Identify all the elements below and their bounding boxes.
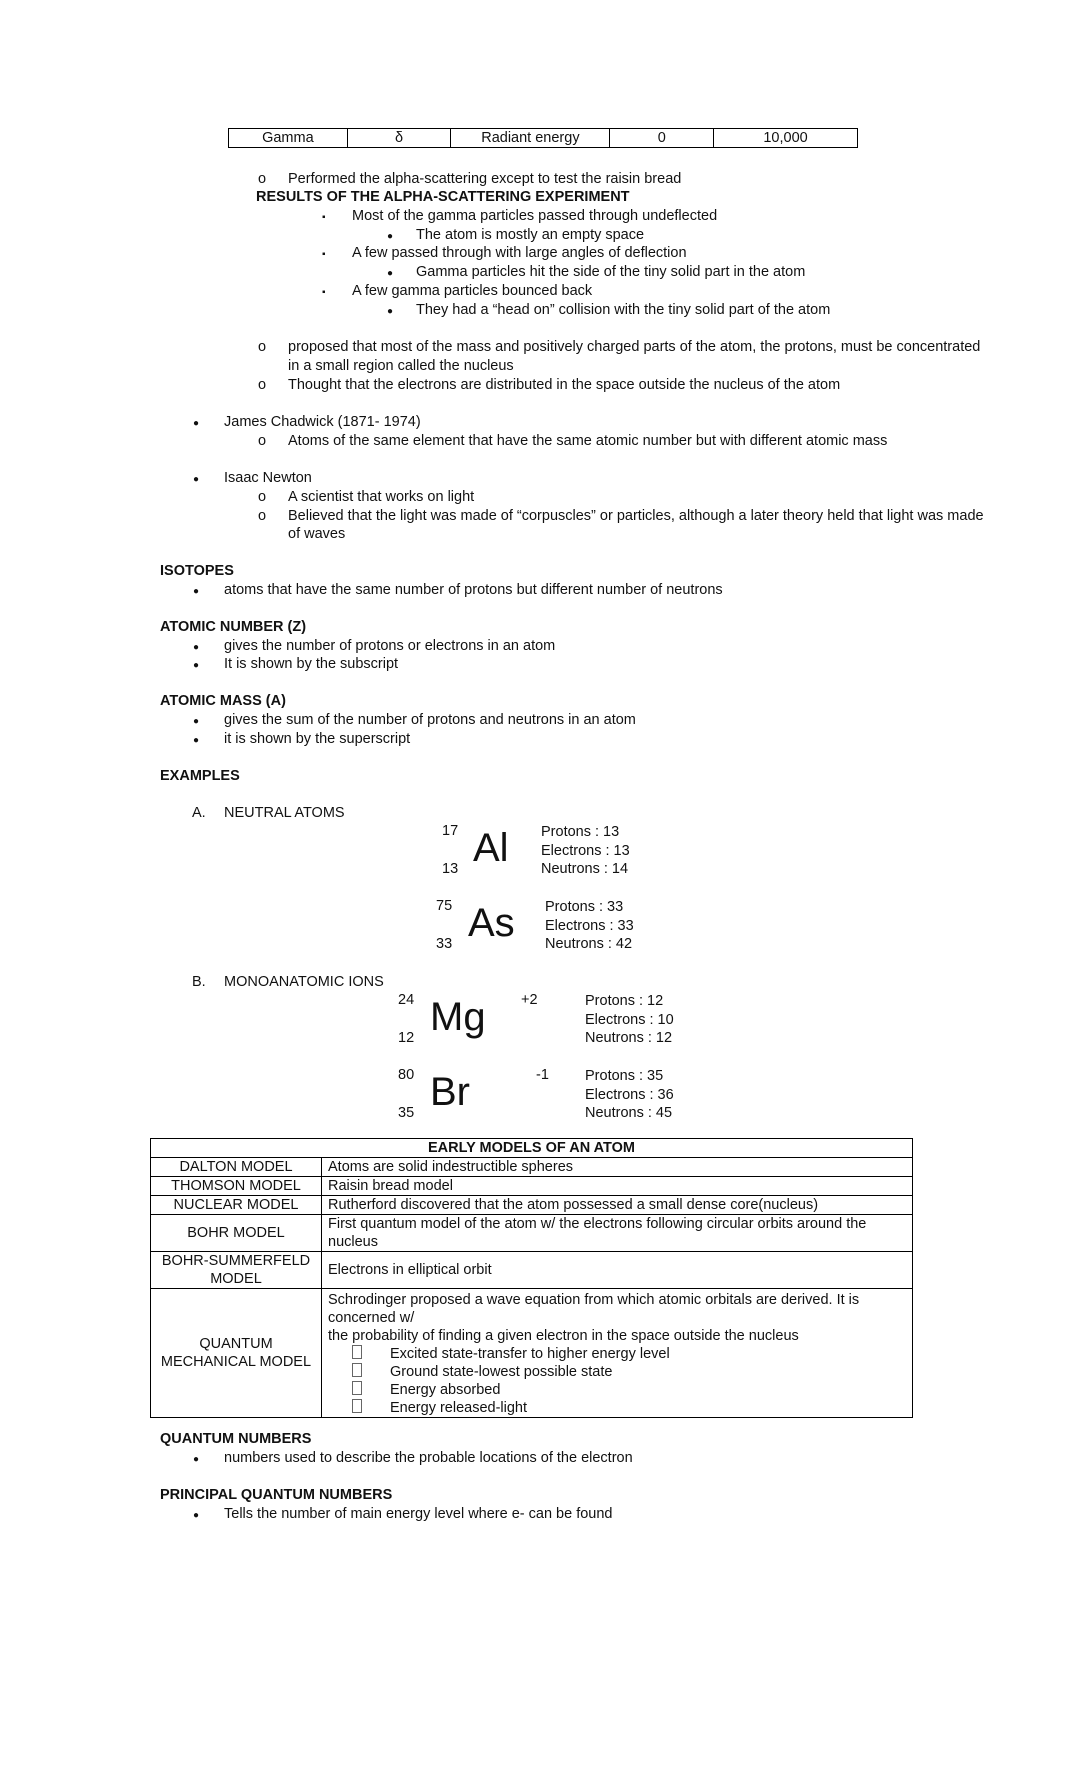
list-letter: B. <box>192 974 206 990</box>
table-row <box>151 1289 913 1418</box>
proton-count: Protons : 35 <box>585 1068 664 1084</box>
atomic-number: 12 <box>398 1030 415 1046</box>
neutron-count: Neutrons : 12 <box>585 1030 673 1046</box>
text-line: proposed that most of the mass and positively charged parts of the atom, the protons, must be concentrated <box>288 339 981 355</box>
bullet <box>258 488 266 506</box>
bullet <box>322 244 326 264</box>
bullet <box>193 730 199 750</box>
mass-number: 75 <box>436 898 453 914</box>
model-desc <box>322 1289 913 1418</box>
text-line: Gamma particles hit the side of the tiny solid part in the atom <box>416 264 806 280</box>
text-line: atoms that have the same number of protons but different number of neutrons <box>224 582 723 598</box>
bullet <box>193 469 199 489</box>
model-name <box>151 1252 322 1289</box>
scientist-name: Isaac Newton <box>224 470 312 486</box>
table-cell: 10,000 <box>714 129 858 148</box>
scientist-name: James Chadwick (1871- 1974) <box>224 414 421 430</box>
text-line: gives the sum of the number of protons and neutrons in an atom <box>224 712 636 728</box>
ion-charge: +2 <box>521 992 538 1008</box>
proton-count: Protons : 33 <box>545 899 624 915</box>
element-symbol: As <box>468 901 515 945</box>
bullet <box>387 226 393 246</box>
section-heading: RESULTS OF THE ALPHA-SCATTERING EXPERIMENT <box>256 189 630 205</box>
section-heading: QUANTUM NUMBERS <box>160 1431 312 1447</box>
bullet <box>193 1449 199 1469</box>
model-name-line: MODEL <box>210 1271 262 1287</box>
text-line: of waves <box>288 526 346 542</box>
element-symbol: Mg <box>430 995 486 1039</box>
example-label: NEUTRAL ATOMS <box>224 805 345 821</box>
placeholder-glyph-icon <box>352 1345 362 1359</box>
table-cell: 0 <box>610 129 714 148</box>
ion-charge: -1 <box>536 1067 549 1083</box>
bullet <box>193 1505 199 1525</box>
model-desc: First quantum model of the atom w/ the electrons following circular orbits around the nucleus <box>322 1215 913 1252</box>
placeholder-glyph-icon <box>352 1381 362 1395</box>
section-heading: ATOMIC MASS (A) <box>160 693 286 709</box>
model-name-line: QUANTUM <box>199 1336 273 1352</box>
electron-count: Electrons : 36 <box>585 1087 674 1103</box>
text-line: They had a “head on” collision with the tiny solid part of the atom <box>416 302 831 318</box>
example-label: MONOANATOMIC IONS <box>224 974 384 990</box>
text-line: numbers used to describe the probable locations of the electron <box>224 1450 633 1466</box>
bullet <box>258 170 266 188</box>
bullet <box>322 282 326 302</box>
text-line: It is shown by the subscript <box>224 656 399 672</box>
model-desc: Rutherford discovered that the atom possessed a small dense core(nucleus) <box>322 1196 913 1215</box>
model-name: NUCLEAR MODEL <box>151 1196 322 1215</box>
table-row <box>151 1177 913 1196</box>
text-line: Thought that the electrons are distributed in the space outside the nucleus of the atom <box>288 377 841 393</box>
section-heading: ISOTOPES <box>160 563 234 579</box>
element-symbol: Br <box>430 1070 470 1114</box>
table-cell: Radiant energy <box>451 129 610 148</box>
text-line: The atom is mostly an empty space <box>416 227 645 243</box>
text-line: Tells the number of main energy level where e- can be found <box>224 1506 613 1522</box>
bullet <box>193 655 199 675</box>
model-name: DALTON MODEL <box>151 1158 322 1177</box>
bullet <box>193 413 199 433</box>
section-heading: PRINCIPAL QUANTUM NUMBERS <box>160 1487 393 1503</box>
model-name-line: BOHR-SUMMERFELD <box>161 1253 311 1269</box>
table-row <box>151 1158 913 1177</box>
neutron-count: Neutrons : 14 <box>541 861 629 877</box>
neutron-count: Neutrons : 42 <box>545 936 633 952</box>
proton-count: Protons : 12 <box>585 993 664 1009</box>
model-name-line: MECHANICAL MODEL <box>160 1354 312 1370</box>
text-line: Performed the alpha-scattering except to test the raisin bread <box>288 171 682 187</box>
list-item: Ground state-lowest possible state <box>328 1363 906 1381</box>
text-line: Most of the gamma particles passed through undeflected <box>352 208 718 224</box>
bullet <box>258 507 266 525</box>
neutron-count: Neutrons : 45 <box>585 1105 673 1121</box>
table-row <box>151 1252 913 1289</box>
bullet <box>258 376 266 394</box>
table-title: EARLY MODELS OF AN ATOM <box>151 1139 913 1158</box>
bullet <box>258 432 266 450</box>
text-line: Believed that the light was made of “corpuscles” or particles, although a later theory held that light was made <box>288 508 984 524</box>
text-line: A few gamma particles bounced back <box>352 283 593 299</box>
list-letter: A. <box>192 805 206 821</box>
model-desc: Raisin bread model <box>322 1177 913 1196</box>
proton-count: Protons : 13 <box>541 824 620 840</box>
bullet <box>322 207 326 227</box>
list-item: Excited state-transfer to higher energy level <box>328 1345 906 1363</box>
mass-number: 17 <box>442 823 459 839</box>
model-name <box>151 1289 322 1418</box>
desc-line: the probability of finding a given electron in the space outside the nucleus <box>328 1328 799 1344</box>
table-row <box>151 1215 913 1252</box>
section-heading: EXAMPLES <box>160 768 240 784</box>
atomic-number: 35 <box>398 1105 415 1121</box>
placeholder-glyph-icon <box>352 1363 362 1377</box>
early-models-table <box>150 1138 913 1418</box>
model-name: THOMSON MODEL <box>151 1177 322 1196</box>
table-cell: δ <box>347 129 451 148</box>
text-line: in a small region called the nucleus <box>288 358 514 374</box>
table-row <box>151 1196 913 1215</box>
text-line: Atoms of the same element that have the same atomic number but with different atomic mass <box>288 433 888 449</box>
atomic-number: 33 <box>436 936 453 952</box>
model-desc: Atoms are solid indestructible spheres <box>322 1158 913 1177</box>
bullet <box>387 263 393 283</box>
bullet <box>387 301 393 321</box>
bullet <box>193 711 199 731</box>
list-item: Energy released-light <box>328 1399 906 1417</box>
text-line: gives the number of protons or electrons in an atom <box>224 638 556 654</box>
bullet <box>258 338 266 356</box>
element-symbol: Al <box>473 826 509 870</box>
bullet <box>193 637 199 657</box>
section-heading: ATOMIC NUMBER (Z) <box>160 619 307 635</box>
text-line: it is shown by the superscript <box>224 731 411 747</box>
electron-count: Electrons : 33 <box>545 918 634 934</box>
model-desc: Electrons in elliptical orbit <box>322 1252 913 1289</box>
table-cell: Gamma <box>229 129 348 148</box>
mass-number: 24 <box>398 992 415 1008</box>
desc-line: Schrodinger proposed a wave equation from which atomic orbitals are derived. It is concerned w/ <box>328 1292 860 1326</box>
list-item: Energy absorbed <box>328 1381 906 1399</box>
mass-number: 80 <box>398 1067 415 1083</box>
placeholder-glyph-icon <box>352 1399 362 1413</box>
text-line: A scientist that works on light <box>288 489 475 505</box>
model-name: BOHR MODEL <box>151 1215 322 1252</box>
atomic-number: 13 <box>442 861 459 877</box>
electron-count: Electrons : 13 <box>541 843 630 859</box>
particle-table <box>228 128 858 148</box>
electron-count: Electrons : 10 <box>585 1012 674 1028</box>
text-line: A few passed through with large angles of deflection <box>352 245 687 261</box>
bullet <box>193 581 199 601</box>
